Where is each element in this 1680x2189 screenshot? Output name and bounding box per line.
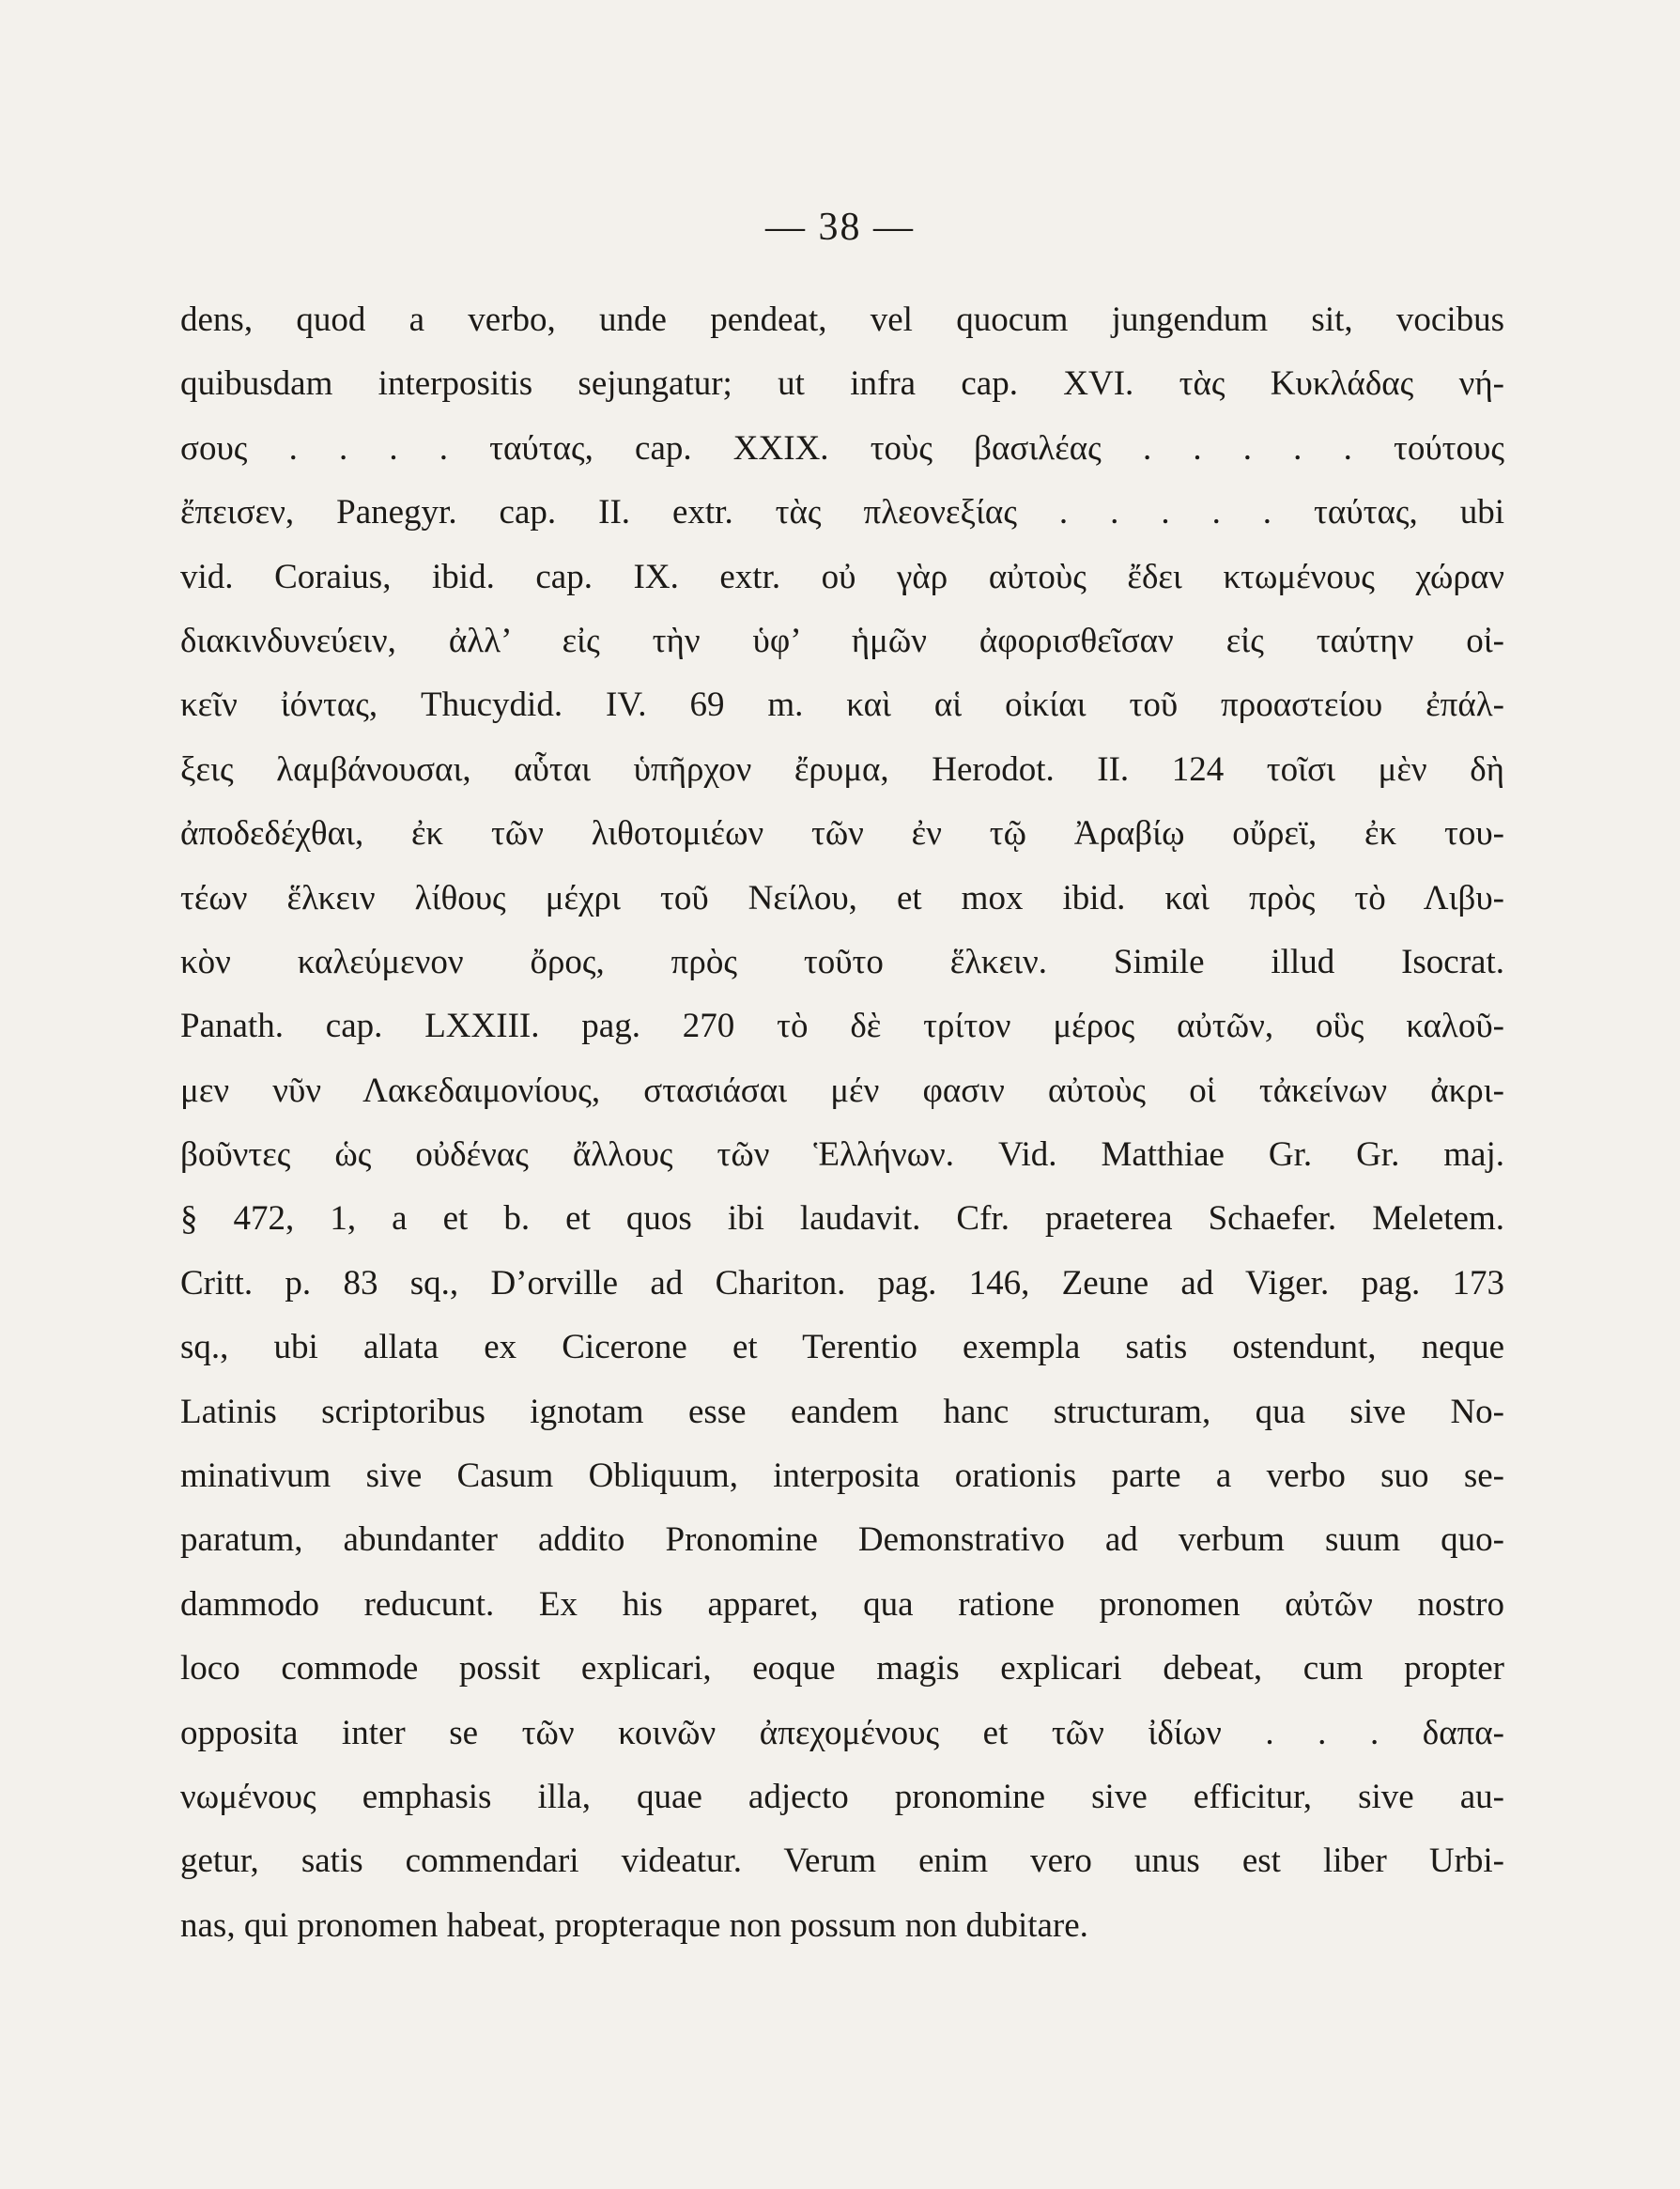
text-line: ἔπεισεν, Panegyr. cap. II. extr. τὰς πλεονεξίας . . . . . ταύτας, ubi xyxy=(180,493,1504,532)
text-line: dammodo reducunt. Ex his apparet, qua ratione pronomen αὐτῶν nostro xyxy=(180,1584,1504,1624)
text-line: Critt. p. 83 sq., D’orville ad Chariton. pag. 146, Zeune ad Viger. pag. 173 xyxy=(180,1263,1504,1303)
text-line: μεν νῦν Λακεδαιμονίους, στασιάσαι μέν φασιν αὐτοὺς οἱ τἀκείνων ἀκρι- xyxy=(180,1071,1504,1110)
text-line: ἀποδεδέχθαι, ἐκ τῶν λιθοτομιέων τῶν ἐν τῷ Ἀραβίῳ οὔρεϊ, ἐκ του- xyxy=(180,814,1504,854)
text-line: getur, satis commendari videatur. Verum enim vero unus est liber Urbi- xyxy=(180,1842,1504,1881)
page-number: — 38 — xyxy=(765,206,915,249)
text-line: vid. Coraius, ibid. cap. IX. extr. οὐ γὰρ αὐτοὺς ἔδει κτωμένους χώραν xyxy=(180,557,1504,596)
text-line: quibusdam interpositis sejungatur; ut infra cap. XVI. τὰς Κυκλάδας νή- xyxy=(180,364,1504,404)
text-line: βοῦντες ὡς οὐδένας ἄλλους τῶν Ἑλλήνων. Vid. Matthiae Gr. Gr. maj. xyxy=(180,1135,1504,1175)
text-line: διακινδυνεύειν, ἀλλ’ εἰς τὴν ὑφ’ ἡμῶν ἀφορισθεῖσαν εἰς ταύτην οἰ- xyxy=(180,621,1504,660)
text-line: opposita inter se τῶν κοινῶν ἀπεχομένους et τῶν ἰδίων . . . δαπα- xyxy=(180,1713,1504,1752)
text-line: paratum, abundanter addito Pronomine Demonstrativo ad verbum suum quo- xyxy=(180,1520,1504,1560)
text-line: τέων ἕλκειν λίθους μέχρι τοῦ Νείλου, et mox ibid. καὶ πρὸς τὸ Λιβυ- xyxy=(180,878,1504,917)
text-line: nas, qui pronomen habeat, propteraque non possum non dubitare. xyxy=(180,1905,1088,1945)
text-line: ξεις λαμβάνουσαι, αὗται ὑπῆρχον ἔρυμα, Herodot. II. 124 τοῖσι μὲν δὴ xyxy=(180,749,1504,789)
text-line: dens, quod a verbo, unde pendeat, vel quocum jungendum sit, vocibus xyxy=(180,301,1504,339)
text-line: minativum sive Casum Obliquum, interposita orationis parte a verbo suo se- xyxy=(180,1457,1504,1496)
text-line: Latinis scriptoribus ignotam esse eandem hanc structuram, qua sive No- xyxy=(180,1392,1504,1431)
text-line: νωμένους emphasis illa, quae adjecto pronomine sive efficitur, sive au- xyxy=(180,1777,1504,1816)
text-line: κὸν καλεύμενον ὄρος, πρὸς τοῦτο ἕλκειν. Simile illud Isocrat. xyxy=(180,942,1504,981)
text-line: σους . . . . ταύτας, cap. XXIX. τοὺς βασιλέας . . . . . τούτους xyxy=(180,428,1504,468)
text-line: loco commode possit explicari, eoque magis explicari debeat, cum propter xyxy=(180,1649,1504,1688)
text-line: § 472, 1, a et b. et quos ibi laudavit. Cfr. praeterea Schaefer. Meletem. xyxy=(180,1199,1504,1239)
text-line: κεῖν ἰόντας, Thucydid. IV. 69 m. καὶ αἱ οἰκίαι τοῦ προαστείου ἐπάλ- xyxy=(180,686,1504,725)
text-line: sq., ubi allata ex Cicerone et Terentio exempla satis ostendunt, neque xyxy=(180,1328,1504,1367)
body-text xyxy=(180,288,1504,1958)
text-line: Panath. cap. LXXIII. pag. 270 τὸ δὲ τρίτον μέρος αὐτῶν, οὓς καλοῦ- xyxy=(180,1007,1504,1046)
